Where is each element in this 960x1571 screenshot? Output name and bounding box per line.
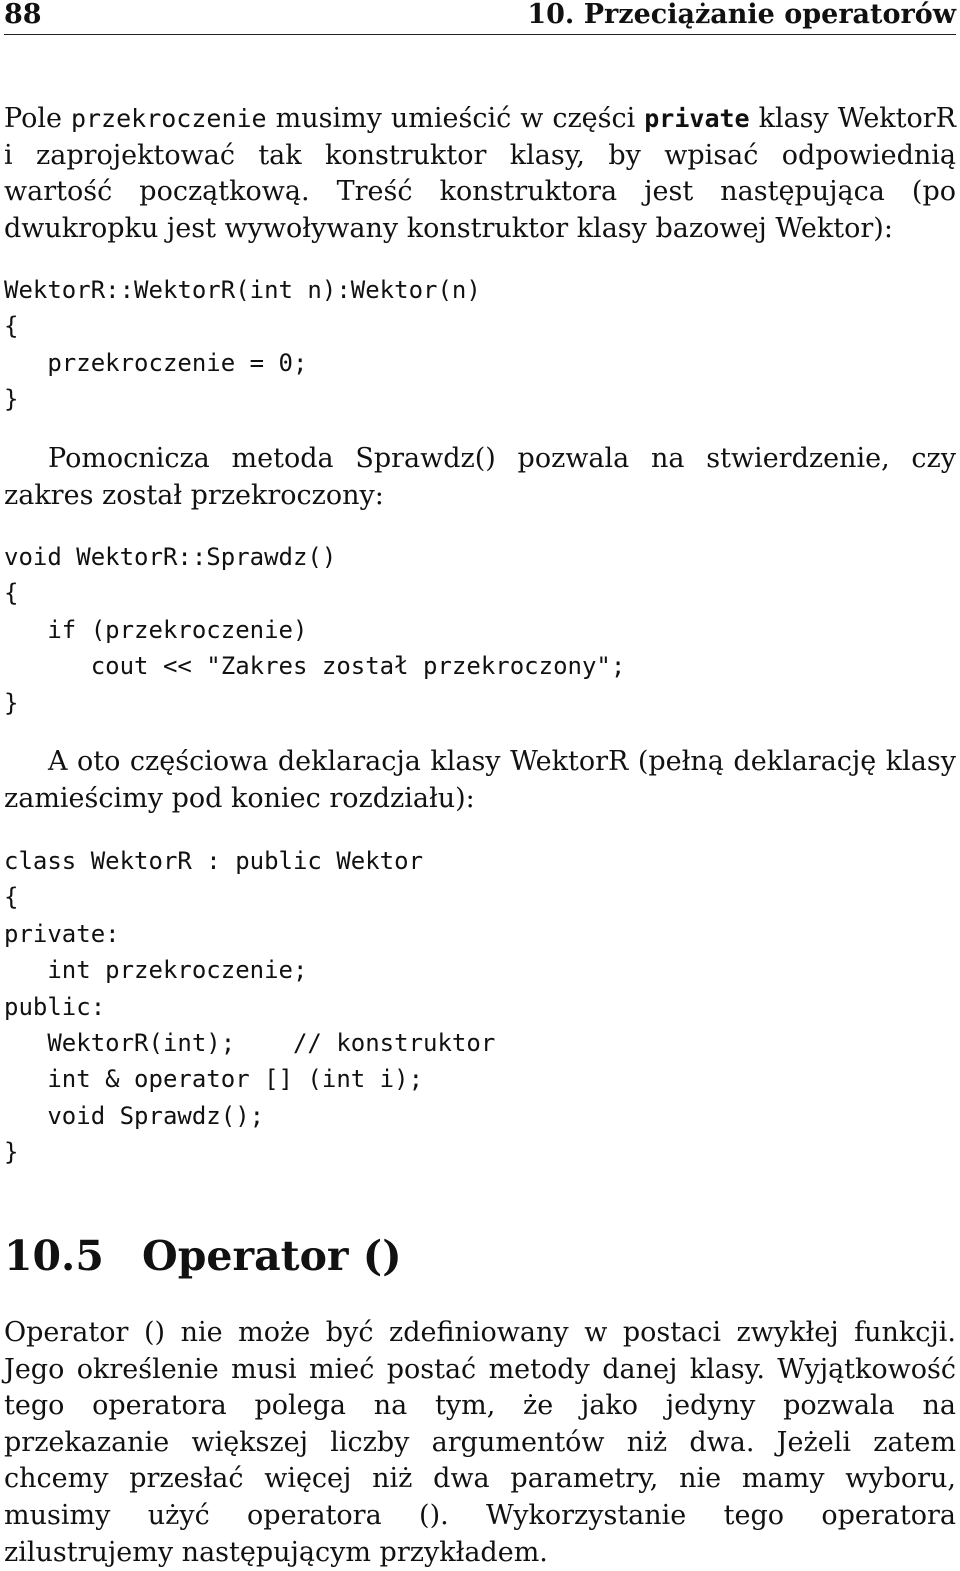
code-line: void WektorR::Sprawdz() bbox=[4, 543, 337, 571]
code-line: if (przekroczenie) bbox=[4, 615, 308, 644]
code-line: { bbox=[4, 579, 19, 608]
paragraph-class-declaration-intro: A oto częściowa deklaracja klasy WektorR (pełną deklarację klasy zamieścimy pod koniec rozdziału): bbox=[4, 746, 956, 814]
running-header bbox=[4, 0, 956, 35]
para1-keyword-private: private bbox=[644, 104, 750, 133]
para1-text-2: musimy umieścić w części bbox=[266, 103, 645, 134]
code-line: WektorR::WektorR(int n):Wektor(n) bbox=[4, 276, 481, 304]
code-block-constructor bbox=[4, 272, 481, 418]
chapter-title: 10. Przeciążanie operatorów bbox=[527, 0, 956, 30]
code-line: { bbox=[4, 883, 19, 912]
code-block-sprawdz bbox=[4, 539, 625, 721]
code-line: { bbox=[4, 312, 19, 341]
paragraph-private-field bbox=[4, 101, 956, 247]
code-line: } bbox=[4, 1138, 19, 1167]
code-line: public: bbox=[4, 992, 106, 1021]
code-line: int przekroczenie; bbox=[4, 956, 308, 985]
para1-text-1: Pole bbox=[4, 103, 71, 134]
section-title: Operator () bbox=[142, 1232, 402, 1280]
code-line: void Sprawdz(); bbox=[4, 1101, 265, 1130]
section-heading bbox=[4, 1228, 402, 1284]
code-line: int & operator [] (int i); bbox=[4, 1065, 424, 1094]
section-number: 10.5 bbox=[4, 1232, 104, 1280]
para1-text-3: klasy WektorR i zaprojektować tak konstruktor klasy, by wpisać odpowiednią wartość początkową. Treść konstruktora jest następująca (po dwukropku jest wywoływany konstruktor klasy bazowej Wektor): bbox=[4, 103, 957, 244]
paragraph-sprawdz-intro: Pomocnicza metoda Sprawdz() pozwala na stwierdzenie, czy zakres został przekroczony: bbox=[4, 443, 956, 511]
code-line: cout << "Zakres został przekroczony"; bbox=[4, 652, 626, 681]
code-line: } bbox=[4, 688, 19, 717]
paragraph-operator-call: Operator () nie może być zdefiniowany w postaci zwykłej funkcji. Jego określenie musi mieć postać metody danej klasy. Wyjątkowość tego operatora polega na tym, że jako jedyny pozwala na przekazanie większej liczby argumentów niż dwa. Jeżeli zatem chcemy przesłać więcej niż dwa parametry, nie mamy wyboru, musimy użyć operatora (). Wykorzystanie tego operatora zilustrujemy następującym przykładem. bbox=[4, 1317, 956, 1568]
page-number: 88 bbox=[4, 0, 42, 30]
code-block-class-declaration bbox=[4, 843, 495, 1171]
para1-code-przekroczenie: przekroczenie bbox=[70, 104, 267, 133]
code-line: } bbox=[4, 385, 19, 414]
code-line: class WektorR : public Wektor bbox=[4, 847, 424, 875]
code-line: przekroczenie = 0; bbox=[4, 348, 308, 377]
code-line: private: bbox=[4, 919, 120, 948]
code-line: WektorR(int); // konstruktor bbox=[4, 1028, 496, 1057]
